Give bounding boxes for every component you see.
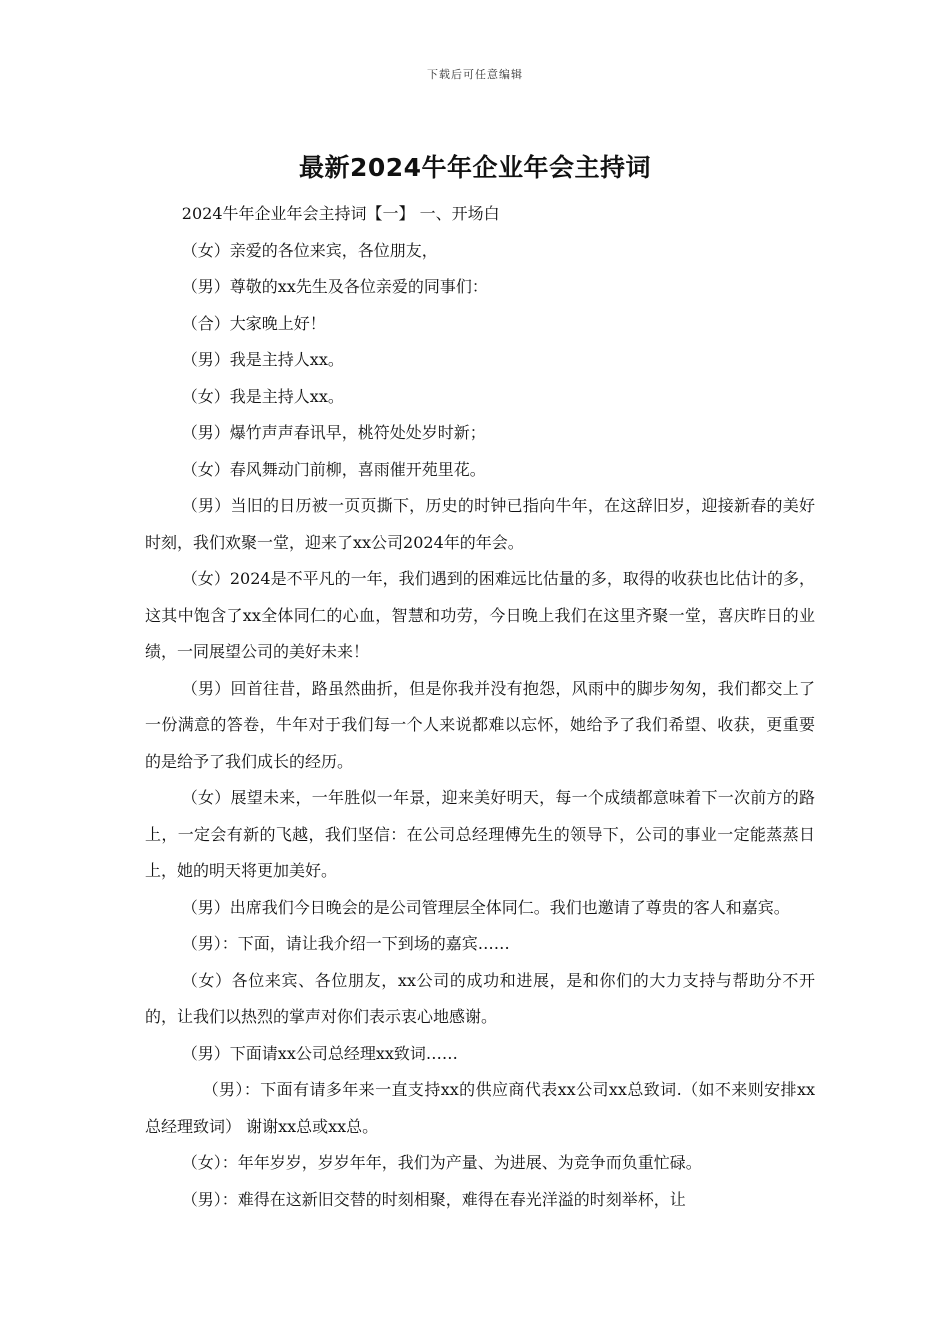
paragraph: （男）爆竹声声春讯早，桃符处处岁时新； [181, 423, 486, 442]
paragraph: （男）当旧的日历被一页页撕下，历史的时钟已指向牛年，在这辞旧岁，迎接新春的美好时刻，我们欢聚一堂，迎来了xx公司2024年的年会。 [145, 496, 815, 552]
paragraph: （女）：年年岁岁，岁岁年年，我们为产量、为进展、为竞争而负重忙碌。 [181, 1153, 702, 1172]
document-title: 最新2024牛年企业年会主持词 [298, 153, 652, 182]
paragraph: （男）出席我们今日晚会的是公司管理层全体同仁。我们也邀请了尊贵的客人和嘉宾。 [181, 897, 790, 917]
paragraph: （女）2024是不平凡的一年，我们遇到的困难远比估量的多，取得的收获也比估计的多，这其中饱含了xx全体同仁的心血，智慧和功劳，今日晚上我们在这里齐聚一堂，喜庆昨日的业绩，一同展望公司的美好未来！ [145, 569, 815, 661]
paragraph: （男）：下面有请多年来一直支持xx的供应商代表xx公司xx总致词.（如不来则安排xx总经理致词） 谢谢xx总或xx总。 [145, 1080, 815, 1136]
paragraph: （女）各位来宾、各位朋友，xx公司的成功和进展，是和你们的大力支持与帮助分不开的，让我们以热烈的掌声对你们表示衷心地感谢。 [145, 970, 815, 1026]
paragraph: （男）我是主持人xx。 [181, 350, 344, 369]
document-body [145, 196, 815, 1218]
paragraph: （男）下面请xx公司总经理xx致词…… [181, 1043, 458, 1063]
paragraph: （女）我是主持人xx。 [181, 386, 344, 406]
paragraph: （男）回首往昔，路虽然曲折，但是你我并没有抱怨，风雨中的脚步匆匆，我们都交上了一份满意的答卷，牛年对于我们每一个人来说都难以忘怀，她给予了我们希望、收获，更重要的是给予了我们成长的经历。 [145, 678, 815, 771]
header-note: 下载后可任意编辑 [427, 68, 523, 81]
paragraph: （女）展望未来，一年胜似一年景，迎来美好明天，每一个成绩都意味着下一次前方的路上，一定会有新的飞越，我们坚信：在公司总经理傅先生的领导下，公司的事业一定能蒸蒸日上，她的明天将更加美好。 [145, 788, 815, 880]
paragraph: （男）尊敬的xx先生及各位亲爱的同事们： [181, 277, 488, 296]
paragraph: （男）：下面，请让我介绍一下到场的嘉宾…… [181, 934, 510, 953]
paragraph: （合）大家晚上好！ [181, 313, 326, 333]
paragraph: （女）亲爱的各位来宾，各位朋友， [181, 240, 438, 260]
paragraph: （女）春风舞动门前柳，喜雨催开苑里花。 [181, 459, 486, 479]
paragraph: （男）：难得在这新旧交替的时刻相聚，难得在春光洋溢的时刻举杯，让 [181, 1189, 686, 1209]
paragraph: 2024牛年企业年会主持词【一】 一、开场白 [181, 204, 500, 223]
